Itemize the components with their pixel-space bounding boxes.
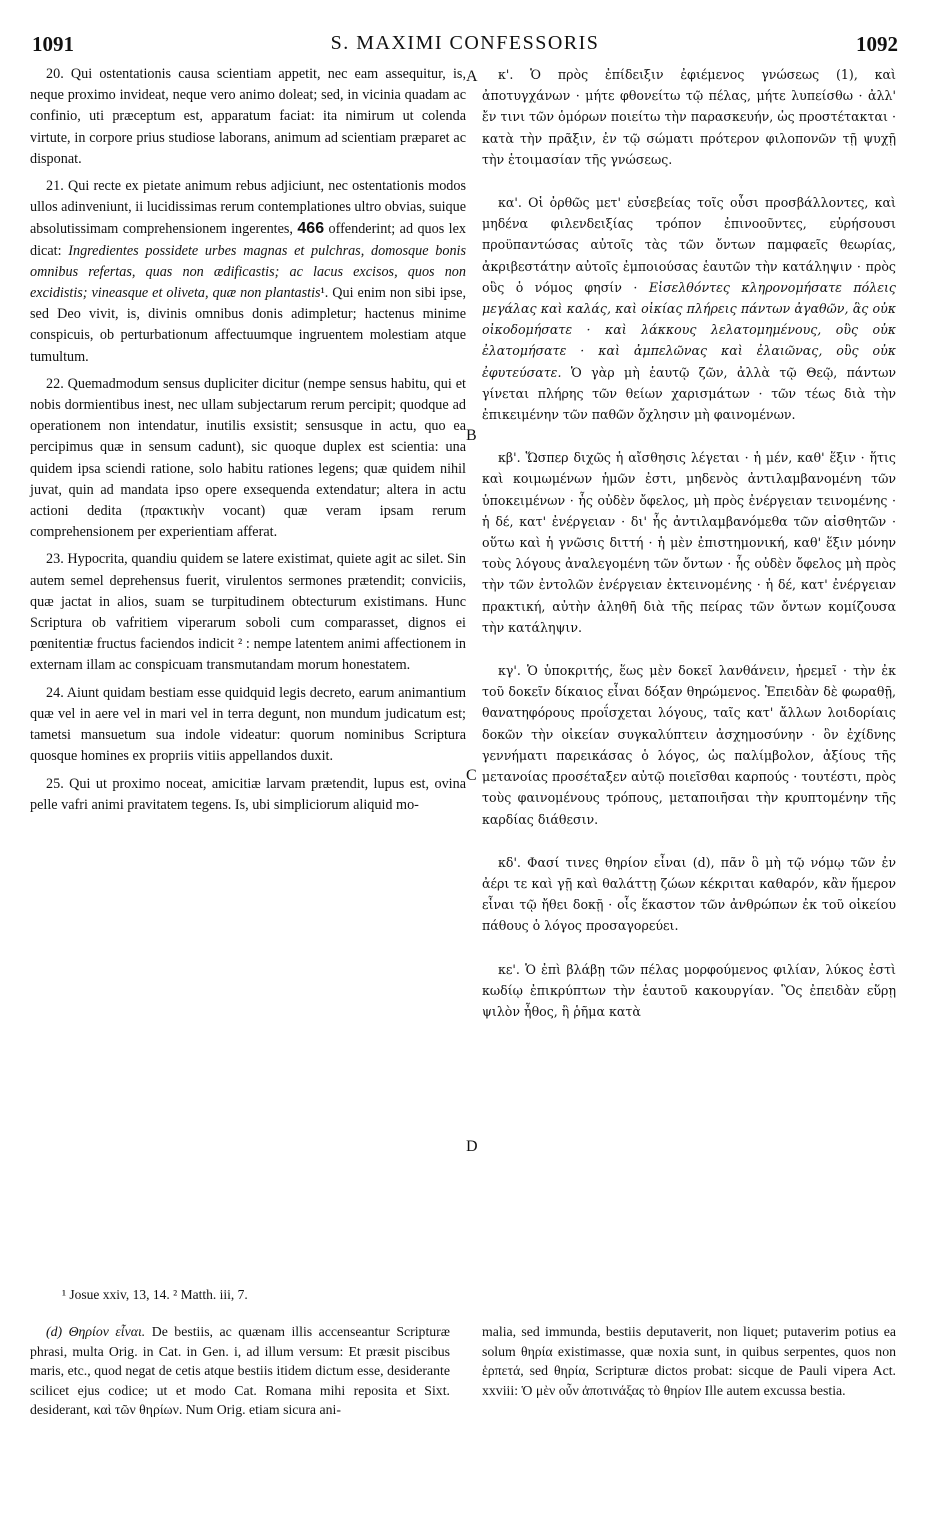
running-title: S. MAXIMI CONFESSORIS (330, 32, 600, 54)
greek-paragraph-kb: κβ'. Ὥσπερ διχῶς ἡ αἴσθησις λέγεται · ἡ μέν, καθ' ἕξιν · ἥτις καὶ κοιμωμένων ἡμῶν ἐστι, μηδενὸς ἀντιλαμβανομένη τῶν ὑποκειμένων · ἧς οὐδὲν ὄφελος, μὴ πρὸς ἐνέργειαν τεινομένης · ἡ δέ, κατ' ἐνέργειαν · δι' ἧς ἀντιλαμβανόμεθα τῶν αἰσθητῶν · οὕτω καὶ ἡ γνῶσις διττή · ἡ μὲν ἐπιστημονική, καθ' ἕξιν μόνην τοὺς λόγους ἀναλεγομένη τῶν ὄντων · ἧς οὐδὲν ὄφελος μὴ πρὸς τὴν τῶν ἐντολῶν ἐνέργειαν ἐκτεινομένης · ἡ δέ, κατ' ἐνέργειαν πρακτική, αὐτὴν ἀληθῆ διὰ τῆς πείρας τῶν ὄντων κομίζουσα τὴν κατάληψιν. (482, 450, 896, 635)
margin-marker-d: D (466, 1138, 478, 1155)
greek-paragraph-k: κ'. Ὁ πρὸς ἐπίδειξιν ἐφιέμενος γνώσεως (1), καὶ ἀποτυγχάνων · μήτε φθονείτω τῷ πέλας, μήτε λυπείσθω · ἀλλ' ἔν τινι τῶν ὁμόρων ποιείτω τὴν παρασκευήν, ὡς προστέτακται · κατὰ τὴν πρᾶξιν, ἐν τῷ σώματι πρότερον φιλοπονῶν τῇ ψυχῇ τὴν ἑτοιμασίαν τῆς γνώσεως. (482, 67, 896, 167)
scripture-quote: Ingredientes possidete urbes magnas et pulchras, domosque bonis omnibus refertas, quas non ædificastis; ac lacus excisos, quos non excidistis; vineasque et oliveta, quæ non plantastis (30, 242, 466, 302)
margin-marker-b: B (466, 427, 477, 444)
latin-paragraph-21: 21. Qui recte ex pietate animum rebus adjiciunt, nec ostentationis modos ullos adinveniunt, ii lucidissimas rerum contemplationes ultro obvias, suique absolutissimam comprehensionem ingerentes, 466 offenderint; ad quos lex dicat: Ingredientes possidete urbes magnas et pulchras, domosque bonis omnibus refertas, quas non ædificastis; ac lacus excisos, quos non excidistis; vineasque et oliveta, quæ non plantastis¹. Qui enim non sibi ipse, sed Deo vivit, is, divinis omnibus donis adimpletur; hactenus minime conspicuis, ob perturbationum affectuumque ingruentem molestiam atque tumultum. (30, 178, 466, 365)
latin-paragraph-22: 22. Quemadmodum sensus dupliciter dicitur (nempe sensus habitu, qui et nobis dormientibus inest, nec ullam subjectarum rerum percipit; quodque ad operationem non intendatur, inutilis exsistit; sensusque in actu, quo ea percipimus quæ in sensum cadunt), sic quoque duplex est scientia: una quidem ipsa sciendi ratione, solo habitu rationes legens; quæ quidem nihil juvat, quin ad mandata ipso opere exsequenda extendatur; altera in actu actioni dedita (πρακτικὴν vocant) quæ veram ipsam rerum comprehensionem per experientiam afferat. (30, 375, 466, 541)
greek-paragraph-ke: κε'. Ὁ ἐπὶ βλάβῃ τῶν πέλας μορφούμενος φιλίαν, λύκος ἐστὶ κωδίῳ ἐπικρύπτων τὴν ἑαυτοῦ κακουργίαν. Ὃς ἐπειδὰν εὕρῃ ψιλὸν ἦθος, ἢ ῥῆμα κατὰ (482, 961, 896, 1019)
latin-paragraph-24: 24. Aiunt quidam bestiam esse quidquid legis decreto, earum animantium quæ vel in aere vel in mari vel in terra degunt, non mundum judicatum est; tametsi mansuetum sua indole videatur: quorum nominibus Scriptura quosque homines ex propriis vitiis appellandos duxit. (30, 684, 466, 765)
latin-paragraph-23: 23. Hypocrita, quandiu quidem se latere existimat, quiete agit ac silet. Sin autem semel deprehensus fuerit, virulentos sermones prætendit; conviciis, quæ jactat in alios, suam se turpitudinem obtecturum existimans. Hunc Scriptura ob vafritiem viperarum soboli cum comparasset, dignos ei pœnitentiæ fructus faciendos indicit ² : nempe latentem animi affectionem in externam illam ac conspicuam transmutandam morum honestatem. (30, 551, 466, 674)
page-header (32, 32, 898, 60)
greek-scripture-quote: Εἰσελθόντες κληρονομήσατε πόλεις μεγάλας καὶ καλάς, καὶ οἰκίας πλήρεις πάντων ἀγαθῶν, ἃς οὐκ οἰκοδομήσατε · καὶ λάκκους λελατομημένους, οὓς οὐκ ἐλατομήσατε · καὶ ἀμπελῶνας καὶ ἐλαιῶνας, οὓς οὐκ ἐφυτεύσατε. (482, 279, 896, 380)
page-marker-466: 466 (297, 220, 325, 238)
editor-note-right: malia, sed immunda, bestiis deputaverit, non liquet; putaverim potius ea solum θηρία existimasse, quæ noxia sunt, in quibus serpentes, quos non ἑρπετά, sed θηρία, Scripturæ dictos probat: sicque de Pauli vipera Act. xxviii: Ὁ μὲν οὖν ἀποτινάξας τὸ θηρίον Ille autem excussa bestia. (482, 1324, 896, 1398)
greek-paragraph-kg: κγ'. Ὁ ὑποκριτής, ἕως μὲν δοκεῖ λανθάνειν, ἠρεμεῖ · τὴν ἐκ τοῦ δοκεῖν δίκαιος εἶναι δόξαν θηρώμενος. Ἐπειδὰν δὲ φωραθῇ, θανατηφόρους προΐσχεται λόγους, ταῖς κατ' ἄλλων λοιδορίαις δοκῶν τὴν οἰκείαν συγκαλύπτειν ἀσχημοσύνην · ὃν ἐχίδνης γεννήματι παρεικάσας ὁ λόγος, ὡς παλίμβολον, ἀξίους τῆς μετανοίας προσέταξεν αὐτῷ ποιεῖσθαι καρπούς · τουτέστι, πρὸς τοὺς φαινομένους τρόπους, μεταποιῆσαι τὴν κρυπτομένην τῆς καρδίας διάθεσιν. (482, 663, 896, 827)
latin-column (30, 64, 466, 822)
greek-paragraph-kd: κδ'. Φασί τινες θηρίον εἶναι (d), πᾶν ὃ μὴ τῷ νόμῳ τῶν ἐν ἀέρι τε καὶ γῇ καὶ θαλάττῃ ζώων κέκριται καθαρόν, κἂν ἥμερον εἶναι τῷ ἤθει δοκῇ · οἷς ἕκαστον τῶν ἀνθρώπων ἐκ τοῦ οἰκείου πάθους ὁ λόγος προσαγορεύει. (482, 854, 896, 934)
greek-paragraph-ka: κα'. Οἱ ὀρθῶς μετ' εὐσεβείας τοῖς οὖσι προσβάλλοντες, καὶ μηδένα φιλενδειξίας τρόπον ἐπινοοῦντες, εὑρήσουσι προϋπαντώσας αὐτοῖς τὰς τῶν ὄντων παμφαεῖς θεωρίας, ἀκριβεστάτην αὐτοῖς ἐμποιούσας ἑαυτῶν τὴν κατάληψιν · πρὸς οὓς ὁ νόμος φησίν · Εἰσελθόντες κληρονομήσατε πόλεις μεγάλας καὶ καλάς, καὶ οἰκίας πλήρεις πάντων ἀγαθῶν, ἃς οὐκ οἰκοδομήσατε · καὶ λάκκους λελατομημένους, οὓς οὐκ ἐλατομήσατε · καὶ ἀμπελῶνας καὶ ἐλαιῶνας, οὓς οὐκ ἐφυτεύσατε. Ὁ γὰρ μὴ ἑαυτῷ ζῶν, ἀλλὰ τῷ Θεῷ, πάντων γίνεται πλήρης τῶν θείων χαρισμάτων · τῶν τέως διὰ τὴν ἐπικειμένην τῶν παθῶν ὄχλησιν μὴ φαινομένων. (482, 195, 896, 423)
note-label: (d) Θηρίον εἶναι. (46, 1324, 146, 1339)
greek-column (482, 64, 896, 1044)
latin-paragraph-25: 25. Qui ut proximo noceat, amicitiæ larvam prætendit, lupus est, ovina pelle vafri animi pravitatem tegens. Is, ubi simpliciorum aliquid mo- (30, 775, 466, 813)
footnote-references: ¹ Josue xxiv, 13, 14. ² Matth. iii, 7. (62, 1287, 248, 1302)
margin-marker-a: A (466, 68, 478, 85)
left-page-number: 1091 (32, 32, 74, 56)
margin-marker-c: C (466, 767, 477, 784)
latin-paragraph-20: 20. Qui ostentationis causa scientiam appetit, nec eam assequitur, is, neque proximo invideat, neque vero animo doleat; sed, in vicinia quadam ac confinio, uti præceptum est, apparatum faciat: ita nimirum ut colenda virtute, in corpore prius studiose laborans, animum ad scientiam præparet ac disponat. (30, 66, 466, 167)
right-page-number: 1092 (856, 32, 898, 56)
editor-note-left: (d) Θηρίον εἶναι. De bestiis, ac quænam illis accenseantur Scripturæ phrasi, multa Orig. in Cat. in Gen. i, ad illum versum: Et præsit piscibus maris, etc., quod negat de cetis atque bestiis itidem dictum esse, desiderante scilicet ejus codice; ut et modo Cat. Romana mihi reposita et Sixt. desiderant, καὶ τῶν θηρίων. Num Orig. etiam sicura ani- (30, 1324, 450, 1417)
